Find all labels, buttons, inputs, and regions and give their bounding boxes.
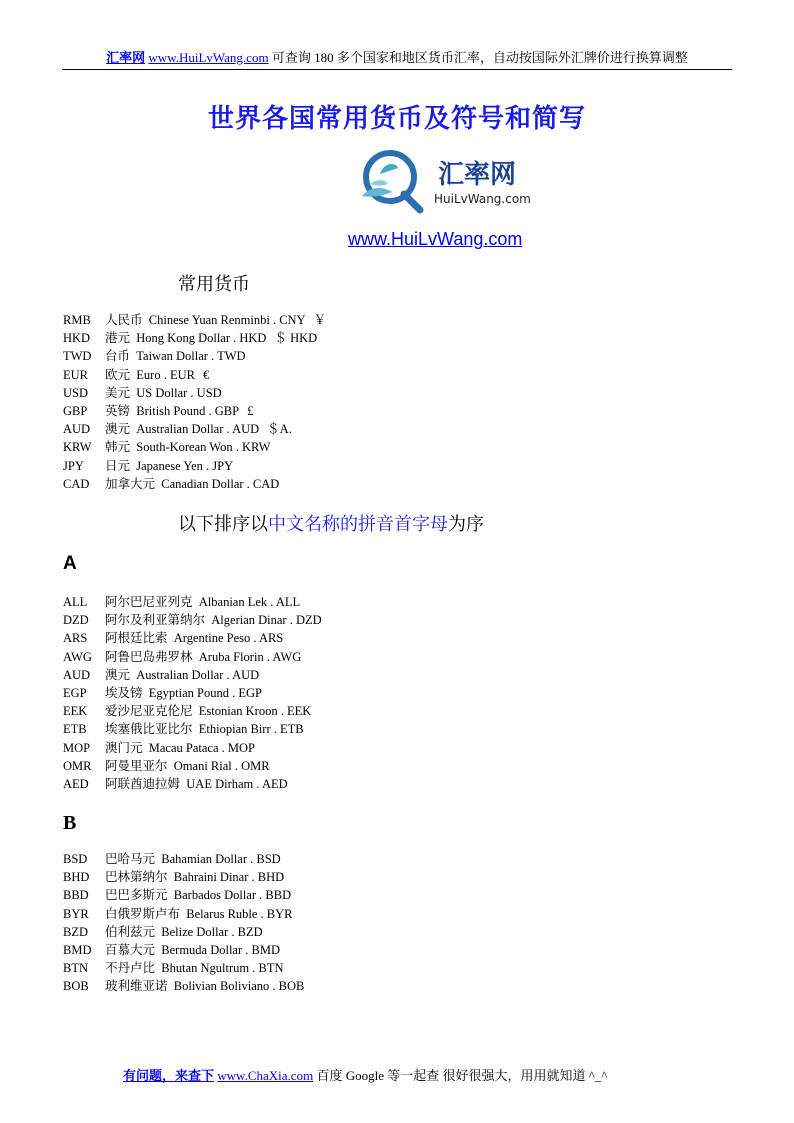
website-link[interactable]: www.HuiLvWang.com — [348, 229, 523, 249]
currency-name: 阿根廷比索 — [105, 631, 168, 646]
currency-english: Taiwan Dollar . TWD — [136, 349, 246, 364]
currency-row — [63, 850, 304, 868]
currency-english: UAE Dirham . AED — [186, 777, 288, 792]
currency-row — [63, 941, 304, 959]
currency-row — [63, 775, 322, 793]
currency-name: 台币 — [105, 349, 131, 364]
currency-symbol: ＄ HKD — [274, 331, 318, 346]
order-note — [178, 510, 484, 536]
currency-english: Egyptian Pound . EGP — [148, 686, 262, 701]
section-letter-a: A — [63, 553, 77, 574]
currency-name: 不丹卢比 — [105, 961, 156, 976]
currency-code: BYR — [63, 906, 89, 921]
currency-symbol: € — [202, 367, 210, 382]
currency-row — [63, 438, 326, 456]
logo-url: HuiLvWang.com — [434, 192, 531, 206]
currency-name: 白俄罗斯卢布 — [105, 906, 181, 921]
currency-name: 英镑 — [105, 404, 131, 419]
currency-english: Bhutan Ngultrum . BTN — [161, 961, 284, 976]
order-note-highlight: 中文名称的拼音首字母 — [268, 514, 448, 535]
currency-name: 阿鲁巴岛弗罗林 — [105, 649, 193, 664]
currency-row — [63, 868, 304, 886]
currency-code: MOP — [63, 740, 91, 755]
header-url-link[interactable]: www.HuiLvWang.com — [148, 50, 269, 65]
currency-row — [63, 629, 322, 647]
currency-code: BTN — [63, 961, 88, 976]
currency-code: HKD — [63, 331, 91, 346]
currency-english: Estonian Kroon . EEK — [198, 704, 312, 719]
page-title: 世界各国常用货币及符号和简写 — [207, 104, 586, 134]
currency-english: Bahraini Dinar . BHD — [173, 870, 285, 885]
currency-english: Bermuda Dollar . BMD — [161, 943, 280, 958]
currency-row — [63, 977, 304, 995]
page-footer — [123, 1065, 607, 1084]
currency-name: 港元 — [105, 331, 131, 346]
footer-ask-link[interactable]: 有问题，来查下 — [123, 1068, 215, 1083]
currency-code: BBD — [63, 888, 89, 903]
currency-symbol: ＄A. — [267, 422, 292, 437]
currency-code: AWG — [63, 649, 92, 664]
currency-code: AUD — [63, 667, 91, 682]
currency-english: Algerian Dinar . DZD — [211, 613, 322, 628]
common-currency-list — [63, 311, 326, 493]
currency-name: 阿尔及利亚第纳尔 — [105, 613, 206, 628]
currency-name: 玻利维亚诺 — [105, 979, 168, 994]
currency-code: BZD — [63, 924, 88, 939]
currency-code: BMD — [63, 943, 92, 958]
currency-name: 埃及镑 — [105, 686, 143, 701]
currency-code: TWD — [63, 349, 92, 364]
currency-code: CAD — [63, 476, 90, 491]
currency-name: 阿曼里亚尔 — [105, 758, 168, 773]
currency-row — [63, 593, 322, 611]
currency-english: South-Korean Won . KRW — [136, 440, 271, 455]
currency-code: GBP — [63, 404, 88, 419]
currency-row — [63, 886, 304, 904]
logo-name: 汇率网 — [438, 160, 517, 190]
currency-code: ALL — [63, 595, 88, 609]
currency-english: Barbados Dollar . BBD — [173, 888, 292, 903]
currency-code: ETB — [63, 722, 87, 737]
currency-english: British Pound . GBP — [136, 404, 240, 419]
currency-row — [63, 648, 322, 666]
currency-english: Hong Kong Dollar . HKD — [136, 331, 267, 346]
currency-code: KRW — [63, 440, 92, 455]
logo — [356, 148, 556, 214]
currency-english: Albanian Lek . ALL — [198, 595, 301, 609]
currency-row — [63, 959, 304, 977]
currency-name: 阿联酋迪拉姆 — [105, 777, 181, 792]
currency-english: Aruba Florin . AWG — [198, 649, 302, 664]
currency-row — [63, 311, 326, 329]
currency-symbol: £ — [247, 404, 254, 419]
currency-symbol: ￥ — [313, 313, 327, 327]
currency-name: 百慕大元 — [105, 943, 156, 958]
currency-name: 美元 — [105, 385, 131, 400]
currency-code: BHD — [63, 870, 90, 885]
currency-english: Japanese Yen . JPY — [136, 458, 234, 473]
currency-row — [63, 702, 322, 720]
currency-name: 欧元 — [105, 367, 131, 382]
currency-row — [63, 366, 326, 384]
currency-row — [63, 329, 326, 347]
currency-row — [63, 739, 322, 757]
currency-row — [63, 720, 322, 738]
currency-name: 巴巴多斯元 — [105, 888, 168, 903]
currency-english: Ethiopian Birr . ETB — [198, 722, 304, 737]
currency-name: 爱沙尼亚克伦尼 — [105, 704, 193, 719]
currency-row — [63, 384, 326, 402]
currency-code: AUD — [63, 422, 91, 437]
order-note-post: 为序 — [448, 514, 484, 535]
currency-row — [63, 923, 304, 941]
currency-name: 巴林第纳尔 — [105, 870, 168, 885]
currency-name: 埃塞俄比亚比尔 — [105, 722, 193, 737]
page-header — [62, 47, 732, 70]
currency-english: Belize Dollar . BZD — [161, 924, 263, 939]
logo-emblem-icon — [356, 148, 426, 214]
order-note-pre: 以下排序以 — [178, 514, 268, 535]
currency-row — [63, 457, 326, 475]
currency-name: 澳元 — [105, 422, 131, 437]
currency-name: 人民币 — [105, 313, 143, 327]
currency-english: Bolivian Boliviano . BOB — [173, 979, 305, 994]
currency-row — [63, 347, 326, 365]
currency-row — [63, 611, 322, 629]
currency-name: 阿尔巴尼亚列克 — [105, 595, 193, 609]
footer-url-link[interactable]: www.ChaXia.com — [217, 1068, 314, 1083]
currency-english: Canadian Dollar . CAD — [161, 476, 280, 491]
currency-code: EEK — [63, 704, 88, 719]
currency-name: 加拿大元 — [105, 476, 156, 491]
currency-english: Bahamian Dollar . BSD — [161, 852, 281, 866]
currency-english: US Dollar . USD — [136, 385, 222, 400]
currency-code: EGP — [63, 686, 87, 701]
currency-code: BSD — [63, 852, 88, 866]
currency-code: DZD — [63, 613, 89, 628]
currency-name: 巴哈马元 — [105, 852, 156, 866]
section-letter-b: B — [63, 812, 77, 834]
currency-english: Australian Dollar . AUD — [136, 422, 260, 437]
currency-code: OMR — [63, 758, 92, 773]
currency-row — [63, 757, 322, 775]
currency-name: 伯利兹元 — [105, 924, 156, 939]
currency-english: Belarus Ruble . BYR — [186, 906, 293, 921]
currency-english: Euro . EUR — [136, 367, 195, 382]
footer-text: 百度 Google 等一起查 很好很强大，用用就知道 ^_^ — [316, 1068, 608, 1083]
currency-code: JPY — [63, 458, 84, 473]
section-b-list — [63, 850, 304, 996]
currency-row — [63, 475, 326, 493]
currency-english: Chinese Yuan Renminbi . CNY — [148, 313, 306, 327]
common-heading: 常用货币 — [178, 274, 250, 295]
currency-code: ARS — [63, 631, 88, 646]
currency-english: Australian Dollar . AUD — [136, 667, 260, 682]
header-brand-link[interactable]: 汇率网 — [106, 50, 146, 65]
currency-name: 澳门元 — [105, 740, 143, 755]
currency-english: Omani Rial . OMR — [173, 758, 270, 773]
currency-english: Macau Pataca . MOP — [148, 740, 255, 755]
currency-row — [63, 684, 322, 702]
section-a-list — [63, 593, 322, 793]
currency-english: Argentine Peso . ARS — [173, 631, 284, 646]
currency-code: USD — [63, 385, 89, 400]
currency-code: BOB — [63, 979, 89, 994]
currency-code: RMB — [63, 313, 91, 327]
currency-name: 澳元 — [105, 667, 131, 682]
currency-code: AED — [63, 777, 89, 792]
currency-row — [63, 666, 322, 684]
currency-code: EUR — [63, 367, 88, 382]
currency-row — [63, 905, 304, 923]
currency-name: 韩元 — [105, 440, 131, 455]
currency-row — [63, 402, 326, 420]
currency-name: 日元 — [105, 458, 131, 473]
header-text: 可查询 180 多个国家和地区货币汇率，自动按国际外汇牌价进行换算调整 — [271, 50, 688, 65]
currency-row — [63, 420, 326, 438]
